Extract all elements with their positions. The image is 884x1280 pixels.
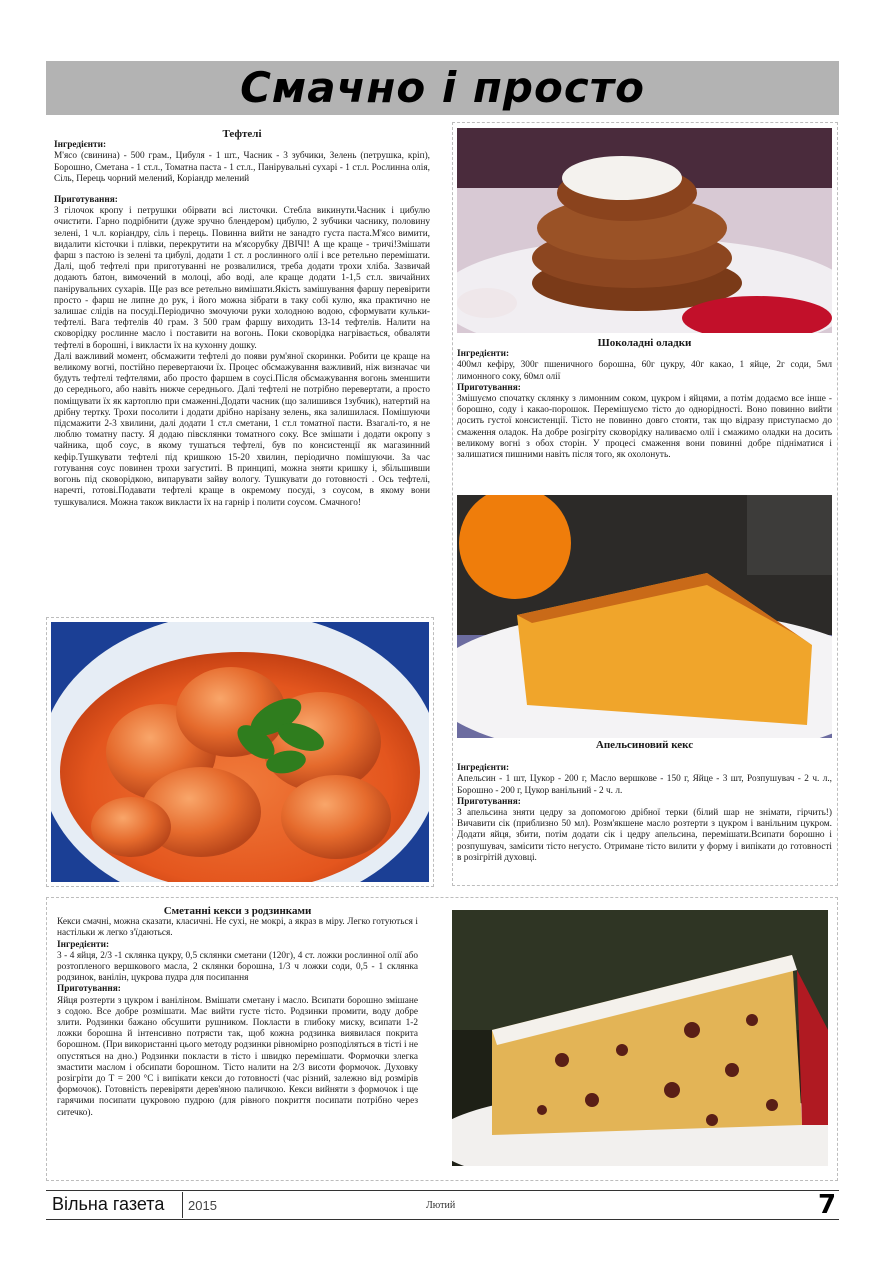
header-banner	[46, 61, 839, 115]
keks-title: Апельсиновий кекс	[595, 740, 694, 751]
footer-rule-top	[46, 1190, 839, 1191]
tefteli-ingredients-label: Інгредієнти:	[54, 140, 107, 151]
keks-ingredients: Апельсин - 1 шт, Цукор - 200 г, Масло вершкове - 150 г, Яйце - 3 шт, Розпушувач - 2 ч. л., Борошно - 200 г, Цукор ванільний - 2 ч. л.	[457, 774, 832, 796]
oladky-ingredients-label: Інгредієнти:	[457, 349, 510, 360]
tefteli-method-label: Приготування:	[54, 195, 118, 206]
keks-method: З апельсина зняти цедру за допомогою дрібної терки (білий шар не знімати, гірчить!) Вичавити сік (приблизно 50 мл). Розм'якшене масло розтерти з цукром і ванільним цукром. Додати яйця, збити, потім додати сік і цедру апельсина, перемішати.Всипати борошно і розпушувач, замісити тісто негусто. Отримане тісто вилити у форму і випікати до готовності в розігрітій духовці.	[457, 808, 832, 863]
footer-divider	[182, 1192, 183, 1218]
tefteli-ingredients: М'ясо (свинина) - 500 грам., Цибуля - 1 шт., Часник - 3 зубчики, Зелень (петрушка, кріп), Борошно, Сметана - 1 ст.л., Томатна паста - 1 ст.л., Панірувальні сухарі - 1 ст.л. Рослинна олія, Сіль, Перець чорний мелений, Коріандр мелений	[54, 151, 430, 184]
oladky-method: Змішуємо спочатку склянку з лимонним соком, цукром і яйцями, а потім додаємо все інше - борошно, соду і какао-порошок. Перемішуємо тісто до однорідності. Воно повинно вийти досить густої консистенції. Тісто не повинно довго стояти, так що відразу приступаємо до смаження оладок. На добре розігріту сковорідку наливаємо олії і смажимо оладки на досить великому вогні з обох сторін. У процесі смаження вони повинні добре підніматися і залишатися пишними навіть після того, як охолонуть.	[457, 394, 832, 461]
oladky-title: Шоколадні оладки	[597, 338, 692, 349]
tefteli-photo	[51, 622, 429, 882]
oladky-ingredients: 400мл кефіру, 300г пшеничного борошна, 60г цукру, 40г какао, 1 яйце, 2г соди, 5мл лимонного соку, 60мл олії	[457, 360, 832, 382]
keks-ingredients-label: Інгредієнти:	[457, 763, 510, 774]
smetanni-title: Сметанні кекси з родзинками	[163, 906, 312, 917]
smetanni-ingredients: 3 - 4 яйця, 2/3 -1 склянка цукру, 0,5 склянки сметани (120г), 4 ст. ложки рослинної олії або розтопленого вершкового масла, 2 склянки борошна, 1/3 ч ложки соди, 0,5 - 1 склянка родзинок, ванілін, цукрова пудра для посипання	[57, 950, 418, 984]
tefteli-method-1: З гілочок кропу і петрушки обірвати всі листочки. Стебла викинути.Часник і цибулю очистити. Гарно подрібнити (дуже зручно блендером) цибулю, 2 зубчики часнику, половину зелені, 1 ч.л. коріандру, сіль і перець. Повинна вийти не занадто густа паста.М'ясо вимити, видалити кісточки і плівки, перекрутити на м'ясорубку ДВІЧІ! А ще краще - тричі!Змішати фарш з пастою із зелені та цибулі, додати 1 ст. л рослинного олії і все ретельно перемішати. Далі, щоб тефтелі при приготуванні не розвалилися, треба додати трохи хліба. Зазвичай додають батон, вимочений в молоці, або воді, але краще додати 1-1,5 ст.л. звичайних панірувальних сухарів. Ще раз все ретельно вимішати.Якість замішування фаршу перевірити просто - фарш не липне до рук, і його можна зібрати в таку собі кулю, яка практично не залишає слідів на посуді.Періодично змочуючи руки холодною водою, сформувати кульки-тефтелі. Вага тефтелів 40 грам. З 500 грам фаршу виходить 13-14 тефтелів. Налити на сковорідку рослинне масло і поставити на вогонь. Поки сковорідка нагрівається, обваляти тефтелі в борошні, і викласти їх на кухонну дошку.	[54, 206, 430, 351]
smetanni-photo	[452, 910, 828, 1166]
oladky-article	[457, 338, 832, 494]
smetanni-article	[57, 906, 418, 1164]
issue-month: Лютий	[426, 1200, 456, 1211]
keks-photo	[457, 495, 832, 738]
tefteli-title: Тефтелі	[222, 129, 262, 140]
issue-year: 2015	[188, 1198, 217, 1213]
smetanni-method-label: Приготування:	[57, 984, 121, 995]
smetanni-method: Яйця розтерти з цукром і ваніліном. Вмішати сметану і масло. Всипати борошно змішане з содою. Все добре розмішати. Має вийти густе тісто. Родзинки промити, воду добре злити. Родзинки бажано обсушити рушником. Покласти в глибоку миску, всипати 1-2 ложки борошна й інтенсивно потрясти так, щоб кожна родзинка виявилася покрита борошном. (При використанні цього методу родзинки рівномірно розподіляться в тісті і не опустяться на дно.) Родзинки покласти в тісто і швидко перемішати. Формочки злегка змастити маслом і обсипати борошном. Тісто налити на 2/3 висоти формочок. Духовку розігріти до Т = 200 °С і випікати кекси до готовності (час різний, залежно від розмірів формочок). Готовність перевіряти дерев'яною паличкою. Кекси вийняти з формочок і ще гарячими посипати цукровою пудрою (для рівного покриття посипати потрібно через ситечко).	[57, 995, 418, 1118]
smetanni-intro: Кекси смачні, можна сказати, класичні. Не сухі, не мокрі, а якраз в міру. Легко готуються і настільки ж легко з'їдаються.	[57, 917, 418, 939]
oladky-photo	[457, 128, 832, 333]
tefteli-article	[54, 129, 430, 613]
keks-article	[457, 740, 832, 882]
page-number: 7	[818, 1190, 837, 1220]
tefteli-method-2: Далі важливий момент, обсмажити тефтелі до появи рум'яної скоринки. Робити це краще на великому вогні, постійно перевертаючи їх. Процес обсмажування важливий, ніж визначає чи будуть тефтелі тефтелями, або просто фаршем в соусі.Після обсмажування вогонь зменшити до середнього, або навіть нижче середнього. Далі тефтелі не потрібно перевертати, а просто поміщувати їх як картоплю при смаженні.Додати часник (що залишився 1зубчик), натертий на дрібну тертку. Трохи посолити і додати дрібно нарізану зелень, яка залишилася. Помішуючи підсмажити 2-3 хвилини, далі додати 1 ст.л сметани, 1 ст.л томатної пасти. Взагалі-то, я не люблю томатну пасту. Я додаю півсклянки томатного соку. Все змішати і додати окропу з чайника, щоб соус, в якому тушаться тефтелі, був по консистенції як магазинний кефір.Тушкувати тефтелі під кришкою 15-20 хвилин, періодично помішуючи. За час готування соус повинен трохи загуститі. В принципі, можна зняти кришку і, збільшивши вогонь під сковорідкою, випарувати зайву вологу. Тушкувати до готовності . Ось тефтелі, наречті, готові.Подавати тефтелі краще в окремому посуді, з соусом, в якому вони тушкувалися. Можна також викласти їх на гарнір і полити соусом. Смачного!	[54, 351, 430, 508]
newspaper-name: Вільна газета	[52, 1194, 165, 1214]
footer-rule-bottom	[46, 1219, 839, 1220]
smetanni-ingredients-label: Інгредієнти:	[57, 939, 110, 950]
keks-method-label: Приготування:	[457, 796, 521, 807]
oladky-method-label: Приготування:	[457, 382, 521, 393]
page-title: Смачно і просто	[240, 63, 645, 112]
